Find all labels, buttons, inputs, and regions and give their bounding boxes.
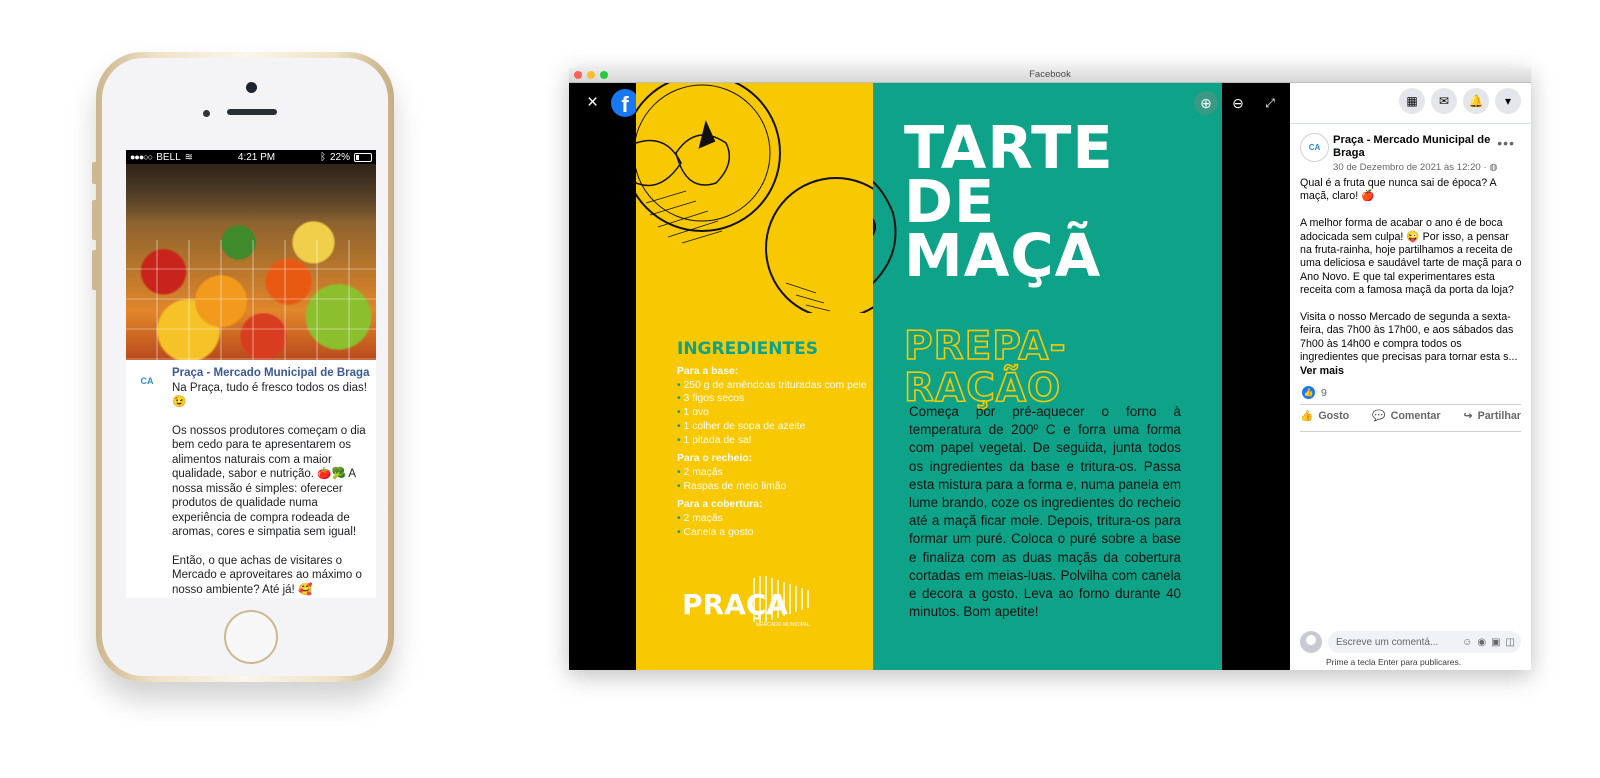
recipe-teal-panel [873,83,1222,670]
messenger-icon[interactable]: ✉ [1431,88,1457,114]
ingredient-item: • 1 ovo [677,407,709,419]
top-nav-icons [1399,88,1521,114]
camera-icon[interactable]: ◉ [1477,636,1487,648]
like-reaction-icon: 👍 [1303,388,1314,397]
post-timestamp[interactable]: 30 de Dezembro de 2021 às 12:20 · ◍ [1333,162,1498,173]
comment-placeholder: Escreve um comentá... [1336,636,1439,648]
earpiece-speaker [227,109,277,115]
share-button[interactable]: ↪ Partilhar [1463,409,1521,422]
ingredient-item: • 2 maçãs [677,466,723,478]
post-text-paragraph-3: Visita o nosso Mercado de segunda a sexta-feira, das 7h00 às 17h00, e aos sábados das 7h00 às 14h00 e compra todos os ingredientes que precisas para tornar esta s... Ver mais [1300,311,1518,377]
thumbs-up-icon: 👍 [1300,410,1314,422]
divider [1300,431,1521,432]
carrier-label: BELL [156,151,181,163]
ingredients-title: INGREDIENTES [677,339,818,359]
svg-text:MERCADO MUNICIPAL: MERCADO MUNICIPAL [756,622,810,628]
page-name-link[interactable]: Praça - Mercado Municipal de Braga [1333,134,1491,159]
preparation-text: Começa por pré-aquecer o forno à temperatura de 200º C e forra uma forma com papel vegetal. De seguida, junta todos os ingredientes da base e tritura-os. Passa esta mistura para a forma e, numa panela em lume brando, coze os ingredientes do recheio até a maçã ficar mole. Depois, tritura-os para formar um puré. Coloca o puré sobre a base e finaliza com as duas maçãs da cobertura cortadas em meias-luas. Polvilha com canela e decora a gosto. Leva ao forno durante 40 minutos. Bom apetite! [909,404,1181,620]
ingredient-item: • 1 colher de sopa de azeite [677,420,806,432]
zoom-out-icon[interactable]: ⊖ [1232,95,1244,111]
window-title: Facebook [1029,69,1071,80]
ingredient-group-title: Para a cobertura: [677,499,763,511]
recipe-title: TARTE DE MAÇÃ [904,113,1114,290]
battery-percentage: 22% [329,151,350,163]
market-crates-pattern [126,240,376,360]
post-paragraph-1: Na Praça, tudo é fresco todos os dias! 😉 [172,381,367,408]
facebook-window [569,68,1531,670]
see-more-link[interactable]: Ver mais [1300,364,1344,377]
globe-icon: ◍ [1489,162,1498,173]
header-divider [1290,123,1531,124]
volume-up-button [92,200,96,240]
facebook-logo-icon[interactable]: f [611,89,639,117]
phone-screen [126,150,376,598]
post-sidebar [1290,83,1531,670]
comment-composer [1300,631,1521,653]
signal-dots-icon: ●●●○○ [130,152,153,162]
battery-icon [354,153,372,162]
comment-bubble-icon: 💬 [1372,410,1386,422]
fullscreen-icon[interactable]: ⤢ [1265,96,1275,110]
volume-down-button [92,250,96,290]
praca-logo [682,570,827,630]
close-icon[interactable]: × [587,92,599,113]
post-paragraph-3: Então, o que achas de visitares o Mercado e aproveitares ao máximo o nosso ambiente? Até já! 🥰 [172,554,362,596]
ingredient-item: • 250 g de amêndoas trituradas com pele [677,379,867,391]
status-bar [126,150,376,164]
mute-switch [92,162,96,184]
market-photo[interactable] [126,164,376,360]
more-options-icon[interactable]: ••• [1497,135,1515,151]
post-text-paragraph-2: A melhor forma de acabar o ano é de boca adocicada sem culpa! 😜 Por isso, a pensar na fruta-rainha, hoje partilhamos a receita de uma deliciosa e saudável tarte de maçã para o Ano Novo. E que tal experimentares esta receita com a famosa maçã da porta da loja? [1300,217,1522,297]
post-actions [1300,409,1521,422]
ingredient-item: • 3 figos secos [677,393,745,405]
reactions-summary[interactable] [1302,386,1327,399]
ingredient-item: • Raspas de meio limão [677,480,787,492]
mobile-post [126,360,376,598]
reaction-count: 9 [1321,386,1327,399]
clock: 4:21 PM [237,151,276,163]
apple-illustration [636,83,873,313]
divider [1300,404,1521,405]
zoom-in-icon[interactable]: ⊕ [1194,91,1218,115]
recipe-image[interactable] [636,83,1222,670]
ingredients-list [677,365,867,539]
enter-hint: Prime a tecla Enter para publicares. [1326,657,1462,667]
post-text [1300,177,1522,391]
ingredient-group-title: Para o recheio: [677,453,753,465]
sticker-icon[interactable]: ◫ [1505,636,1515,648]
bluetooth-icon: ᛒ [319,151,326,163]
wifi-icon: ≋ [184,151,194,163]
photo-viewer [569,83,1290,670]
proximity-sensor [203,110,210,117]
page-avatar-logo[interactable]: CA [140,376,154,386]
share-arrow-icon: ↪ [1463,410,1473,422]
page-name-link[interactable]: Praça - Mercado Municipal de Braga [172,367,370,379]
ingredient-item: • Canela a gosto [677,526,754,538]
ingredient-item: • 2 maçãs [677,513,723,525]
comment-button[interactable]: 💬 Comentar [1372,409,1441,422]
svg-text:PRAÇA: PRAÇA [682,588,788,621]
account-chevron-down-icon[interactable]: ▾ [1495,88,1521,114]
user-avatar [1300,631,1322,653]
post-text-paragraph-1: Qual é a fruta que nunca sai de época? A maçã, claro! 🍎 [1300,177,1497,203]
like-button[interactable]: 👍 Gosto [1300,409,1350,422]
home-button[interactable] [224,610,278,664]
post-paragraph-2: Os nossos produtores começam o dia bem cedo para te apresentarem os alimentos naturais com a maior qualidade, sabor e nutrição. 🍅🥦 A nossa missão é simples: oferecer produtos de qualidade numa experiência de compra rodeada de aromas, cores e simpatia sem igual! [172,424,366,538]
front-camera [246,82,257,93]
post-body [172,366,372,598]
phone-front [102,58,388,676]
window-titlebar [569,68,1531,83]
phone-mockup [96,52,394,682]
preparation-title: PREPA- RAÇÃO [904,324,1067,411]
page-avatar[interactable]: CA [1300,133,1329,162]
notifications-bell-icon[interactable]: 🔔 [1463,88,1489,114]
gif-icon[interactable]: ▣ [1491,636,1501,648]
ingredient-item: • 1 pitada de sal [677,434,752,446]
menu-grid-icon[interactable]: ▦ [1399,88,1425,114]
comment-input[interactable] [1328,631,1521,653]
recipe-yellow-panel [636,83,873,670]
emoji-icon[interactable]: ☺ [1462,636,1473,648]
ingredient-group-title: Para a base: [677,366,739,377]
